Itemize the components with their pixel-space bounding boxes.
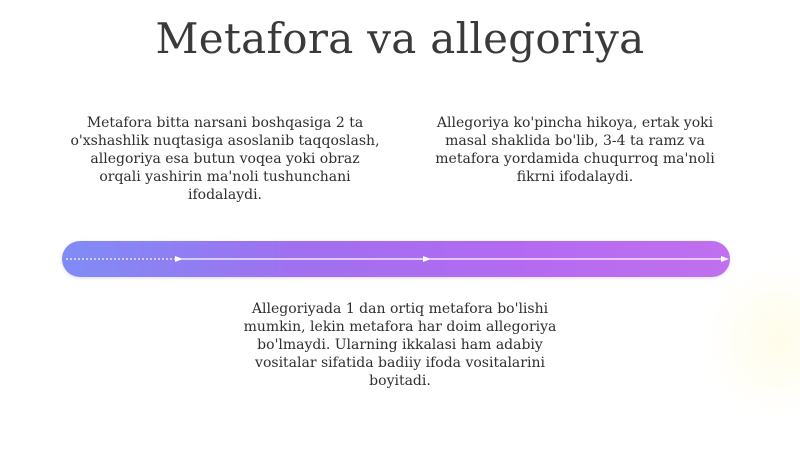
timeline-bar	[62, 241, 730, 277]
timeline-arrow-icon	[175, 256, 183, 262]
slide-title: Metafora va allegoriya	[155, 14, 645, 63]
left-paragraph: Metafora bitta narsani boshqasiga 2 ta o'xshashlik nuqtasiga asoslanib taqqoslash, allegoriya esa butun voqea yoki obraz orqali yashirin ma'noli tushunchani ifodalaydi.	[70, 115, 380, 203]
background-glow	[700, 260, 800, 420]
right-paragraph: Allegoriya ko'pincha hikoya, ertak yoki masal shaklida bo'lib, 3-4 ta ramz va metafora yordamida chuqurroq ma'noli fikrni ifodalaydi.	[435, 115, 715, 185]
timeline-track	[62, 241, 730, 277]
bottom-paragraph: Allegoriyada 1 dan ortiq metafora bo'lishi mumkin, lekin metafora har doim allegoriya bo'lmaydi. Ularning ikkalasi ham adabiy vositalar sifatida badiiy ifoda vositalarini boyitadi.	[243, 301, 557, 389]
timeline-arrow-icon	[423, 256, 431, 262]
timeline-arrow-icon	[721, 256, 729, 262]
